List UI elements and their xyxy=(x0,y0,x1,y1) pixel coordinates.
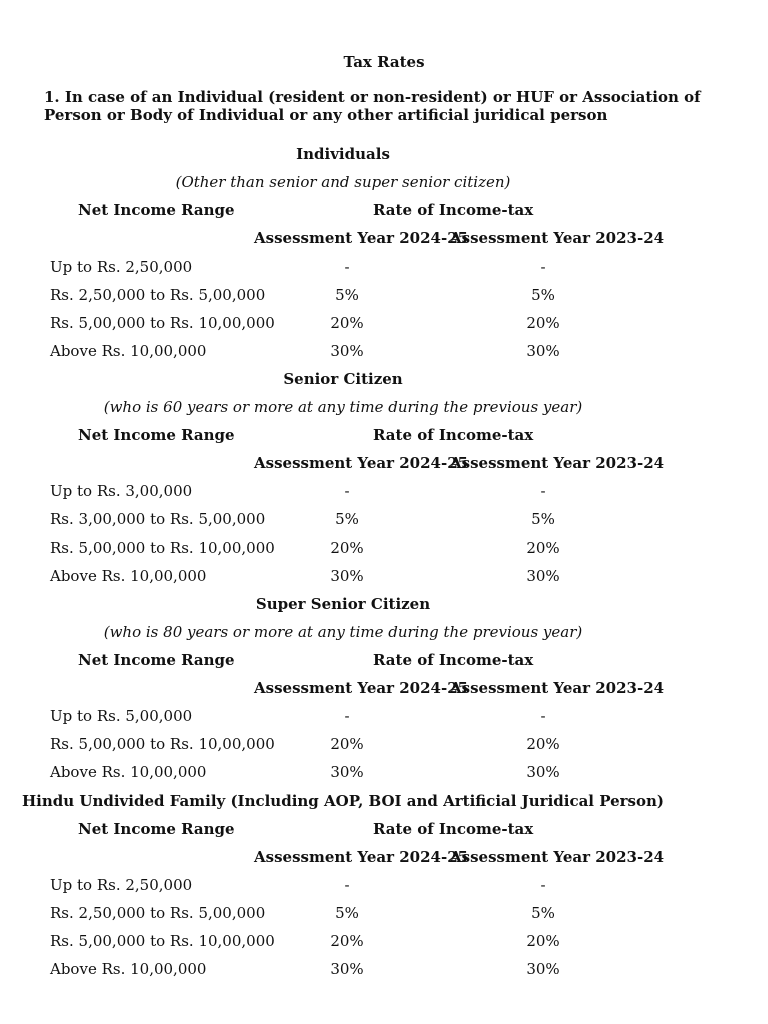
rate-ay-2024-25: - xyxy=(344,707,350,725)
rate-ay-2023-24: 20% xyxy=(526,539,560,557)
income-range: Rs. 5,00,000 to Rs. 10,00,000 xyxy=(50,539,275,557)
rate-ay-2024-25: 5% xyxy=(335,286,359,304)
header-net-income-range: Net Income Range xyxy=(78,820,235,838)
income-range: Rs. 5,00,000 to Rs. 10,00,000 xyxy=(50,932,275,950)
rate-ay-2024-25: 30% xyxy=(330,960,364,978)
page-title: Tax Rates xyxy=(343,53,425,71)
rate-ay-2024-25: 30% xyxy=(330,567,364,585)
header-ay-2023-24: Assessment Year 2023-24 xyxy=(450,454,665,472)
rate-ay-2023-24: - xyxy=(540,707,546,725)
header-ay-2023-24: Assessment Year 2023-24 xyxy=(450,229,665,247)
income-range: Up to Rs. 2,50,000 xyxy=(50,258,193,276)
section-title: Individuals xyxy=(296,145,390,163)
rate-ay-2023-24: 30% xyxy=(526,763,560,781)
rate-ay-2023-24: 5% xyxy=(531,904,555,922)
section-subtitle: (who is 80 years or more at any time during the previous year) xyxy=(103,623,583,641)
header-ay-2024-25: Assessment Year 2024-25 xyxy=(254,454,469,472)
rate-ay-2023-24: 5% xyxy=(531,286,555,304)
income-range: Above Rs. 10,00,000 xyxy=(50,567,207,585)
section-title: Super Senior Citizen xyxy=(255,595,431,613)
section-subtitle: (who is 60 years or more at any time during the previous year) xyxy=(103,398,583,416)
income-range: Rs. 5,00,000 to Rs. 10,00,000 xyxy=(50,314,275,332)
rate-ay-2024-25: 30% xyxy=(330,763,364,781)
header-rate: Rate of Income-tax xyxy=(373,426,534,444)
rate-ay-2024-25: 5% xyxy=(335,904,359,922)
section-title: Senior Citizen xyxy=(283,370,403,388)
income-range: Above Rs. 10,00,000 xyxy=(50,763,207,781)
header-net-income-range: Net Income Range xyxy=(78,426,235,444)
rate-ay-2024-25: 30% xyxy=(330,342,364,360)
intro-heading: 1. In case of an Individual (resident or non-resident) or HUF or Association of Person or Body of Individual or any other artificial juridical person xyxy=(44,88,701,124)
rate-ay-2023-24: 30% xyxy=(526,567,560,585)
rate-ay-2023-24: 30% xyxy=(526,960,560,978)
rate-ay-2024-25: - xyxy=(344,876,350,894)
income-range: Rs. 2,50,000 to Rs. 5,00,000 xyxy=(50,904,266,922)
rate-ay-2023-24: - xyxy=(540,482,546,500)
income-range: Above Rs. 10,00,000 xyxy=(50,960,207,978)
header-rate: Rate of Income-tax xyxy=(373,201,534,219)
income-range: Up to Rs. 2,50,000 xyxy=(50,876,193,894)
header-ay-2023-24: Assessment Year 2023-24 xyxy=(450,679,665,697)
income-range: Rs. 3,00,000 to Rs. 5,00,000 xyxy=(50,510,266,528)
rate-ay-2024-25: 20% xyxy=(330,314,364,332)
header-rate: Rate of Income-tax xyxy=(373,651,534,669)
rate-ay-2024-25: 20% xyxy=(330,539,364,557)
rate-ay-2024-25: 20% xyxy=(330,932,364,950)
header-net-income-range: Net Income Range xyxy=(78,651,235,669)
header-ay-2024-25: Assessment Year 2024-25 xyxy=(254,848,469,866)
header-ay-2024-25: Assessment Year 2024-25 xyxy=(254,679,469,697)
header-net-income-range: Net Income Range xyxy=(78,201,235,219)
section-subtitle: (Other than senior and super senior citizen) xyxy=(175,173,511,191)
rate-ay-2023-24: 20% xyxy=(526,932,560,950)
rate-ay-2024-25: 20% xyxy=(330,735,364,753)
section-title: Hindu Undivided Family (Including AOP, BOI and Artificial Juridical Person) xyxy=(21,792,664,810)
rate-ay-2023-24: 5% xyxy=(531,510,555,528)
rate-ay-2023-24: 20% xyxy=(526,735,560,753)
income-range: Above Rs. 10,00,000 xyxy=(50,342,207,360)
rate-ay-2024-25: 5% xyxy=(335,510,359,528)
income-range: Rs. 2,50,000 to Rs. 5,00,000 xyxy=(50,286,266,304)
rate-ay-2024-25: - xyxy=(344,482,350,500)
income-range: Rs. 5,00,000 to Rs. 10,00,000 xyxy=(50,735,275,753)
rate-ay-2023-24: - xyxy=(540,258,546,276)
rate-ay-2023-24: 20% xyxy=(526,314,560,332)
rate-ay-2023-24: - xyxy=(540,876,546,894)
income-range: Up to Rs. 5,00,000 xyxy=(50,707,193,725)
rate-ay-2024-25: - xyxy=(344,258,350,276)
header-rate: Rate of Income-tax xyxy=(373,820,534,838)
income-range: Up to Rs. 3,00,000 xyxy=(50,482,193,500)
header-ay-2023-24: Assessment Year 2023-24 xyxy=(450,848,665,866)
header-ay-2024-25: Assessment Year 2024-25 xyxy=(254,229,469,247)
rate-ay-2023-24: 30% xyxy=(526,342,560,360)
